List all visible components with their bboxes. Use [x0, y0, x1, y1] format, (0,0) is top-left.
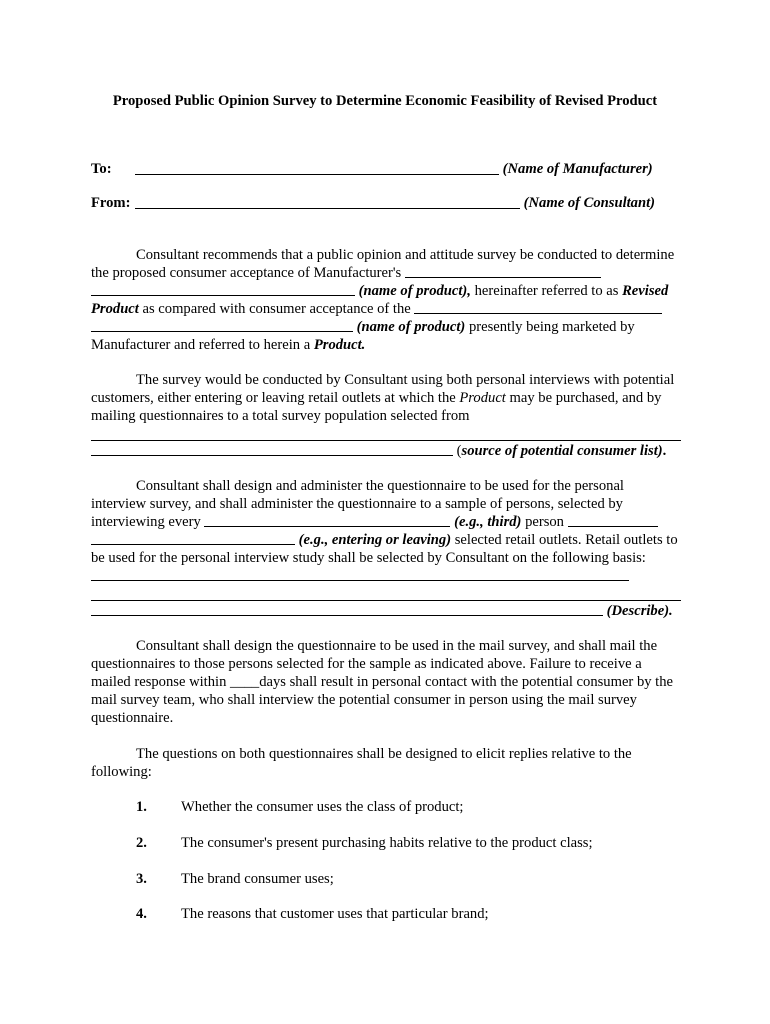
paragraph-questions-intro	[91, 745, 681, 781]
to-note: (Name of Manufacturer)	[502, 161, 653, 177]
p3-describe: (Describe).	[606, 603, 673, 619]
consumer-list-blank-2[interactable]	[91, 442, 453, 456]
to-label: To:	[91, 161, 112, 177]
p1-text-3: hereinafter referred to as	[470, 283, 619, 299]
paragraph-recommendation	[91, 246, 681, 354]
days-blank[interactable]: ____	[230, 674, 260, 690]
list-text: Whether the consumer uses the class of product;	[181, 799, 464, 815]
p3-text-3: person	[521, 514, 568, 530]
p2-source-note: source of potential consumer list)	[461, 443, 663, 459]
p1-product-term: Product.	[313, 337, 366, 353]
p1-revised-product: Revised Product	[91, 283, 669, 317]
consumer-list-blank-1[interactable]	[91, 425, 681, 441]
direction-blank-2[interactable]	[91, 531, 295, 545]
p2-product: Product	[459, 390, 506, 406]
list-number: 3.	[136, 871, 147, 887]
direction-blank-1[interactable]	[568, 513, 658, 527]
product-name-blank-2[interactable]	[91, 282, 355, 296]
from-note: (Name of Consultant)	[523, 195, 656, 211]
p1-text-1: Consultant recommends that a public opinion and attitude survey be conducted to determine the proposed consumer acceptance of Manufacturer's	[91, 247, 675, 281]
p1-name-of-product: (name of product),	[358, 283, 471, 299]
p1-text-7: presently being marketed by Manufacturer and referred to herein a	[91, 319, 635, 353]
p1-text-5: as compared with consumer acceptance of the	[138, 301, 411, 317]
list-text: The brand consumer uses;	[181, 871, 334, 887]
paragraph-personal-interview	[91, 477, 681, 620]
interval-blank[interactable]	[204, 513, 450, 527]
current-product-blank-2[interactable]	[91, 318, 353, 332]
p3-eg-entering: (e.g., entering or leaving)	[298, 532, 452, 548]
p2-text-1: The survey would be conducted by Consultant using both personal interviews with potential customers, either entering or leaving retail outlets at which the	[91, 372, 675, 406]
from-line	[91, 194, 655, 212]
p3-text-5: selected retail outlets. Retail outlets to be used for the personal interview study shall be selected by Consultant on the following basis:	[91, 532, 678, 566]
paragraph-survey-method	[91, 371, 681, 460]
document-title: Proposed Public Opinion Survey to Determine Economic Feasibility of Revised Product	[112, 93, 658, 109]
list-number: 2.	[136, 835, 147, 851]
basis-blank-3[interactable]	[91, 602, 603, 616]
p1-name-of-product-2: (name of product)	[356, 319, 466, 335]
p2-paren-open: (	[456, 443, 462, 459]
p3-text-1: Consultant shall design and administer the questionnaire to be used for the personal interview survey, and shall administer the questionnaire to a sample of persons, selected by interviewing every	[91, 478, 624, 530]
list-text: The consumer's present purchasing habits relative to the product class;	[181, 835, 593, 851]
to-blank[interactable]	[135, 160, 499, 175]
list-text: The reasons that customer uses that particular brand;	[181, 906, 489, 922]
p2-period: .	[662, 443, 667, 459]
from-blank[interactable]	[135, 194, 520, 209]
p4-text-3: days shall result in personal contact with the potential consumer by the mail survey team, who shall interview the potential consumer in person using the mail survey questionnaire.	[91, 674, 674, 726]
product-name-blank-1[interactable]	[405, 264, 601, 278]
p3-eg-third: (e.g., third)	[454, 514, 522, 530]
list-number: 4.	[136, 906, 147, 922]
current-product-blank-1[interactable]	[414, 300, 662, 314]
list-number: 1.	[136, 799, 147, 815]
p5-text: The questions on both questionnaires shall be designed to elicit replies relative to the following:	[91, 746, 632, 780]
paragraph-mail-survey	[91, 637, 681, 727]
p4-text-1: Consultant shall design the questionnaire to be used in the mail survey, and shall mail the questionnaires to those persons selected for the sample as indicated above. Failure to receive a mailed response within	[91, 638, 658, 690]
p2-text-3: may be purchased, and by mailing questionnaires to a total survey population selected from	[91, 390, 662, 424]
basis-blank-2[interactable]	[91, 585, 681, 601]
basis-blank-1[interactable]	[91, 567, 629, 581]
from-label: From:	[91, 195, 131, 211]
to-line	[91, 160, 653, 178]
